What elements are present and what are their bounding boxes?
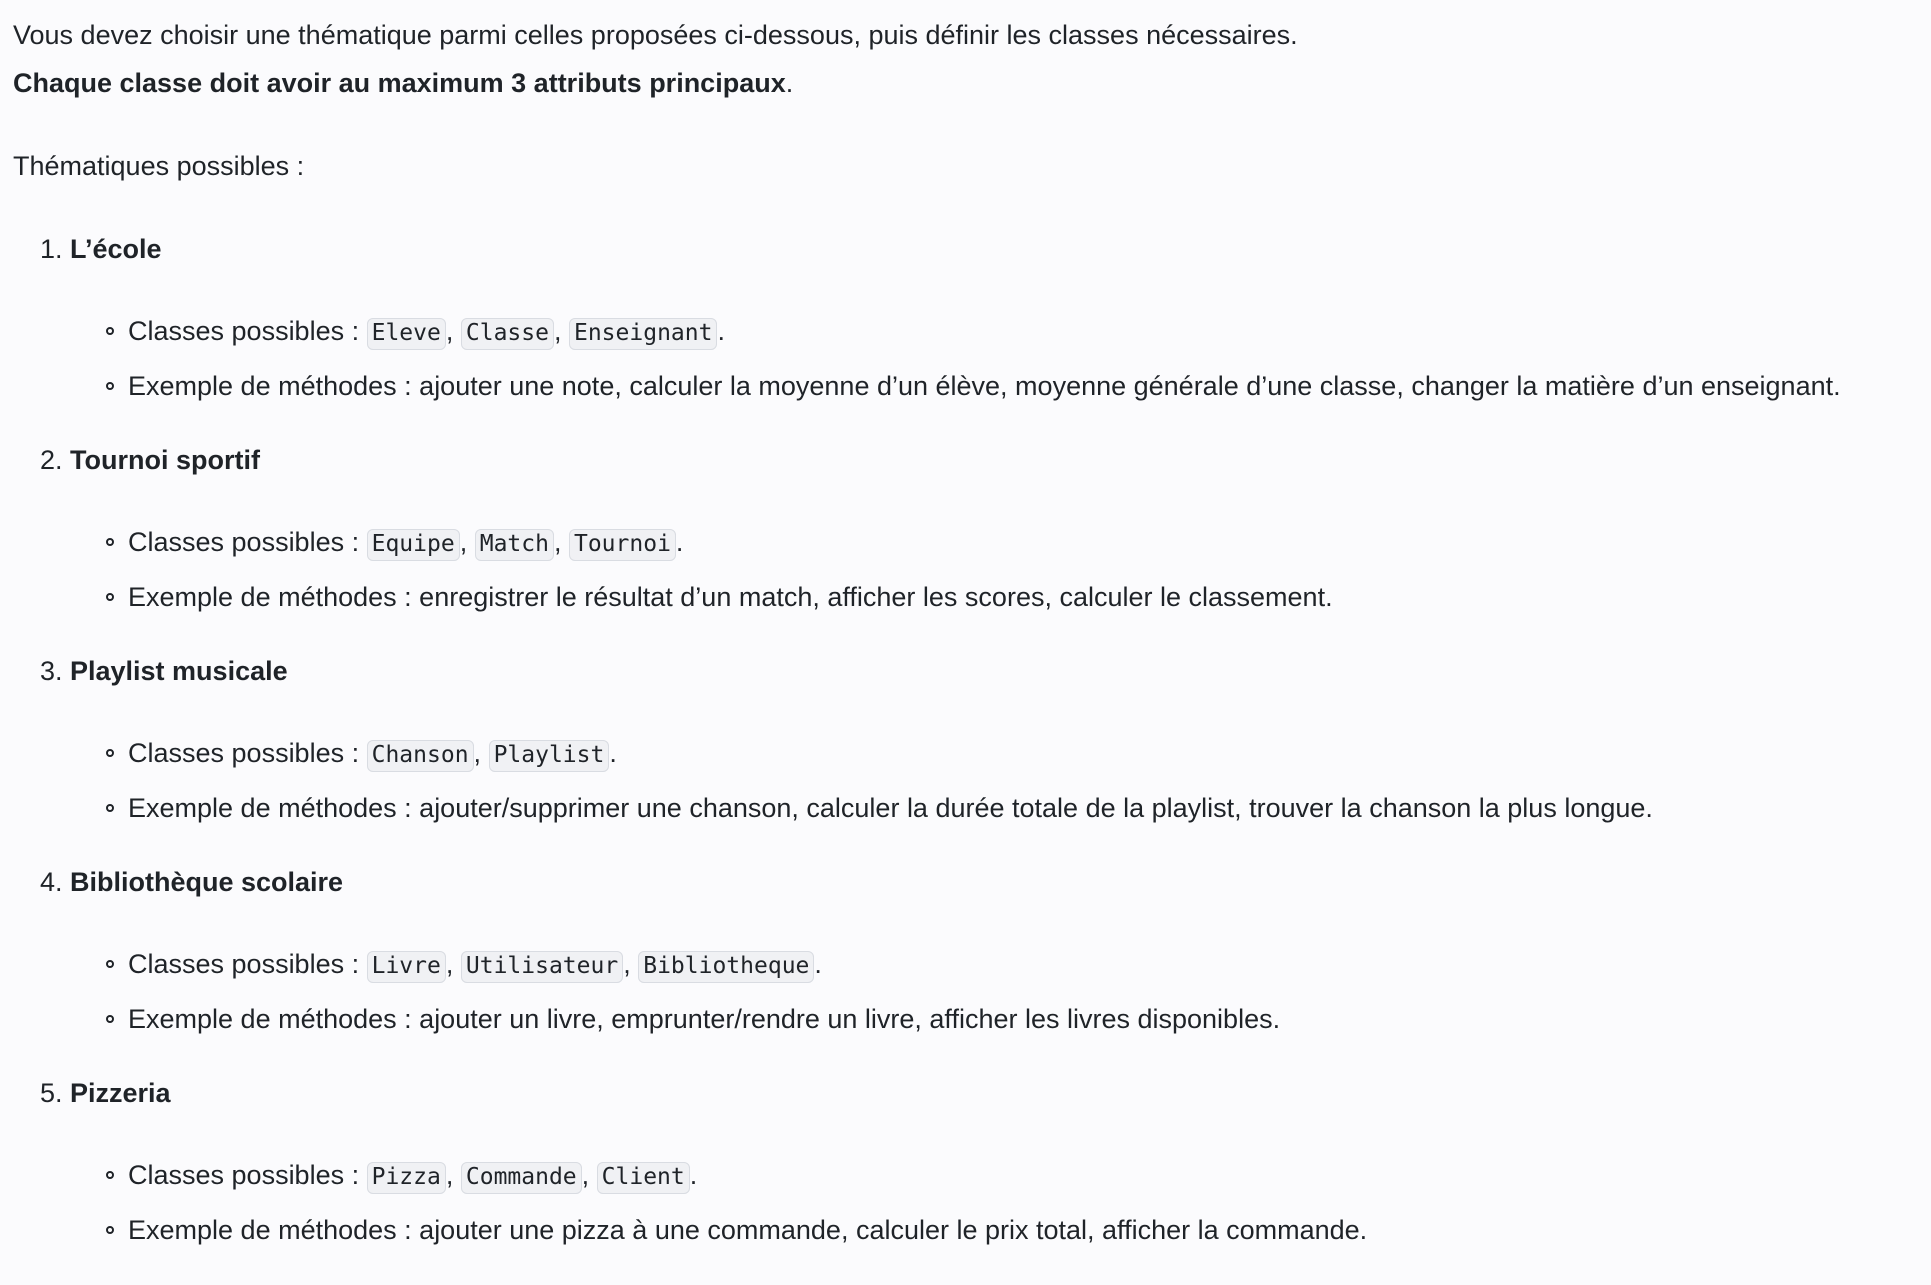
circle-bullet-icon [106,804,114,812]
separator: , [473,738,489,768]
separator: , [445,316,461,346]
theme-item [13,441,1931,616]
theme-header [13,441,1931,479]
themes-list [13,230,1931,1249]
circle-bullet-icon [106,749,114,757]
theme-number: 4. [40,867,63,897]
theme-number: 1. [40,234,63,264]
classes-prefix: Classes possibles : [128,738,367,768]
methods-prefix: Exemple de méthodes : [128,1004,420,1034]
class-name-code: Chanson [367,740,474,772]
classes-line [13,312,1931,350]
theme-title: Tournoi sportif [70,445,260,475]
class-name-code: Commande [461,1162,582,1194]
theme-number: 3. [40,656,63,686]
separator: . [609,738,617,768]
class-name-code: Client [597,1162,690,1194]
circle-bullet-icon [106,382,114,390]
methods-line [13,367,1931,405]
theme-title: L’école [70,234,162,264]
separator: . [814,949,822,979]
methods-prefix: Exemple de méthodes : [128,371,420,401]
methods-text: enregistrer le résultat d’un match, afficher les scores, calculer le classement. [419,582,1333,612]
class-name-code: Eleve [367,318,446,350]
class-name-code: Utilisateur [461,951,623,983]
theme-header [13,652,1931,690]
theme-title: Pizzeria [70,1078,171,1108]
methods-prefix: Exemple de méthodes : [128,793,420,823]
separator: , [445,1160,461,1190]
theme-item [13,230,1931,405]
circle-bullet-icon [106,327,114,335]
separator: , [445,949,461,979]
intro-constraint-period: . [785,68,794,98]
class-name-code: Equipe [367,529,460,561]
methods-prefix: Exemple de méthodes : [128,582,420,612]
methods-text: ajouter une pizza à une commande, calculer le prix total, afficher la commande. [419,1215,1368,1245]
class-name-code: Match [475,529,554,561]
classes-line [13,945,1931,983]
methods-line [13,1000,1931,1038]
classes-prefix: Classes possibles : [128,1160,367,1190]
classes-line [13,734,1931,772]
theme-number: 5. [40,1078,63,1108]
circle-bullet-icon [106,1015,114,1023]
methods-text: ajouter une note, calculer la moyenne d’un élève, moyenne générale d’une classe, changer la matière d’un enseignant. [419,371,1841,401]
theme-item [13,863,1931,1038]
circle-bullet-icon [106,960,114,968]
separator: , [459,527,475,557]
theme-header [13,863,1931,901]
circle-bullet-icon [106,593,114,601]
classes-prefix: Classes possibles : [128,949,367,979]
theme-details [13,1156,1931,1249]
separator: . [675,527,684,557]
class-name-code: Classe [461,318,554,350]
classes-line [13,523,1931,561]
methods-text: ajouter/supprimer une chanson, calculer la durée totale de la playlist, trouver la chanson la plus longue. [419,793,1653,823]
methods-prefix: Exemple de méthodes : [128,1215,420,1245]
separator: , [623,949,639,979]
class-name-code: Pizza [367,1162,446,1194]
separator: , [553,316,569,346]
theme-details [13,945,1931,1038]
intro-instruction: Vous devez choisir une thématique parmi celles proposées ci-dessous, puis définir les classes nécessaires. [13,20,1298,50]
classes-prefix: Classes possibles : [128,316,367,346]
theme-title: Playlist musicale [70,656,288,686]
separator: , [553,527,569,557]
theme-header [13,1074,1931,1112]
methods-line [13,789,1931,827]
theme-details [13,523,1931,616]
class-name-code: Tournoi [569,529,676,561]
theme-details [13,312,1931,405]
classes-line [13,1156,1931,1194]
theme-title: Bibliothèque scolaire [70,867,344,897]
themes-heading: Thématiques possibles : [13,151,305,181]
intro-constraint [13,64,1931,102]
intro-constraint-bold: Chaque classe doit avoir au maximum 3 attributs principaux [13,68,786,98]
separator: . [689,1160,698,1190]
circle-bullet-icon [106,1226,114,1234]
theme-header [13,230,1931,268]
methods-line [13,1211,1931,1249]
circle-bullet-icon [106,538,114,546]
theme-number: 2. [40,445,63,475]
separator: . [717,316,725,346]
theme-item [13,652,1931,827]
methods-line [13,578,1931,616]
class-name-code: Playlist [489,740,610,772]
class-name-code: Enseignant [569,318,717,350]
circle-bullet-icon [106,1171,114,1179]
class-name-code: Livre [367,951,446,983]
theme-details [13,734,1931,827]
theme-item [13,1074,1931,1249]
classes-prefix: Classes possibles : [128,527,367,557]
separator: , [581,1160,597,1190]
methods-text: ajouter un livre, emprunter/rendre un livre, afficher les livres disponibles. [419,1004,1281,1034]
class-name-code: Bibliotheque [638,951,814,983]
